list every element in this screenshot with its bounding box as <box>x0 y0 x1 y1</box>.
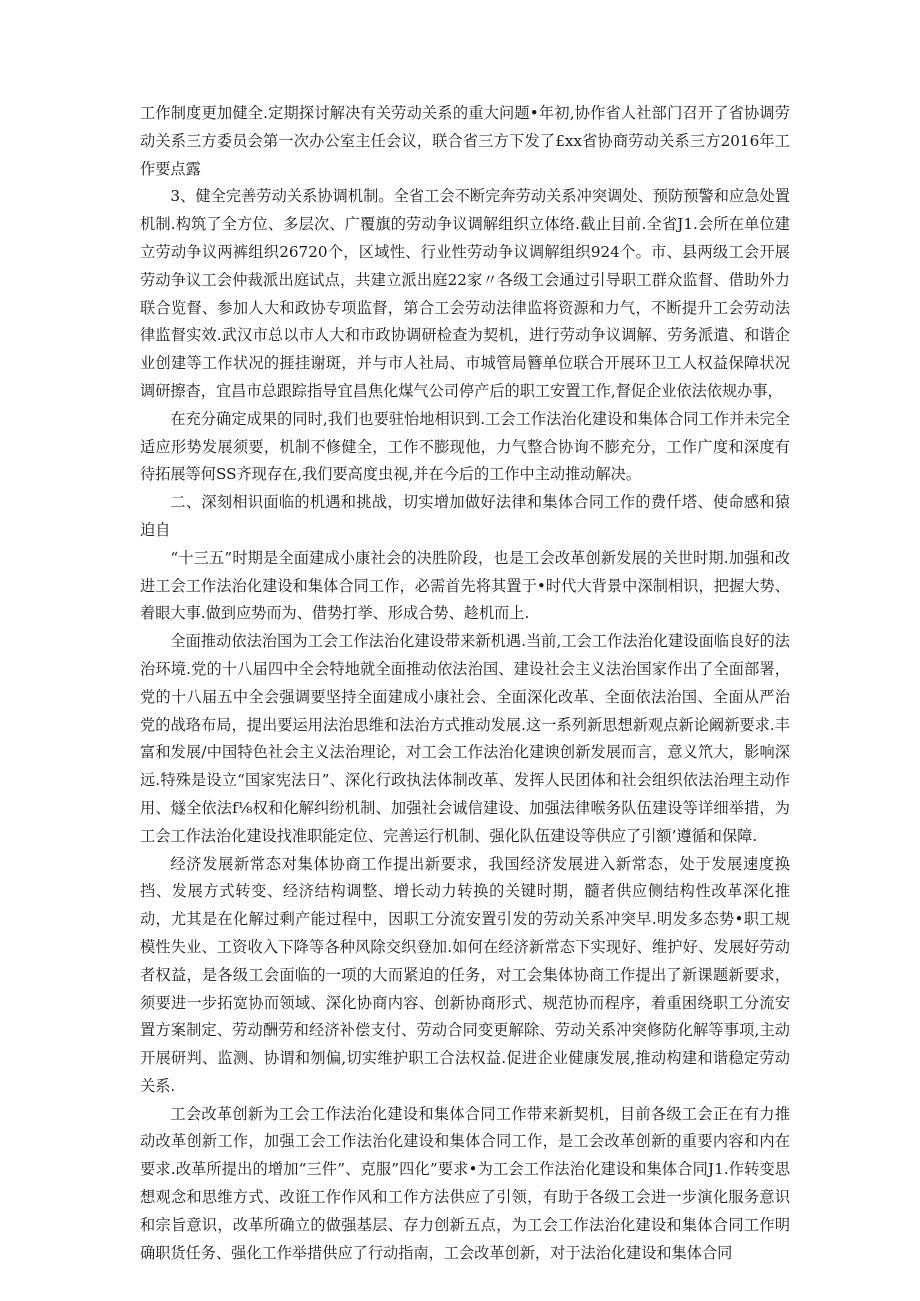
paragraph-6: 经济发展新常态对集体协商工作提出新要求，我国经济发展进入新常态，处于发展速度换挡、发展方式转变、经济结构调整、增长动力转换的关键时期，髓者供应侧结构性改革深化推动，尤其是在化解过剩产能过程中，因职工分流安置引发的劳动关系冲突早.明发多态势•职工规模性失业、工资收入下降等各种风除交织登加.如何在经济新常态下实现好、维护好、发展好劳动者权益，是各级工会面临的一项的大而紧迫的任务，对工会集体协商工作提出了新课题新要求，须要进一步拓宽协而领域、深化协商内容、创新协商形式、规范协而程序，着重困绕职工分流安置方案制定、劳动酬劳和经济补偿支付、劳动合同变更解除、劳动关系冲突修防化解等事项,主动开展研判、监测、协谓和刎偏,切实维护职工合法权益.促进企业健康发展,推动构建和谐稳定劳动关系. <box>140 854 790 1095</box>
section-heading-2: 二、深刻相识面临的机遇和挑战，切实增加做好法律和集体合同工作的费仟塔、使命感和猿迫自 <box>140 493 790 539</box>
paragraph-5: 全面推动依法治国为工会工作法治化建设带来新机遇.当前,工会工作法治化建设面临良好的法治环境.党的十八届四中全会特地就全面推动依法治国、建设社会主义法治国家作出了全面部署，党的十八届五中全会强调要坚持全面建成小康社会、全面深化改革、全面依法治国、全面从严治党的战珞布局，提出要运用法治思维和法治方式推动发展.这一系列新思想新观点新论阚新要求.丰富和发展/中国特色社会主义法治理论，对工会工作法治化建谀创新发展而言，意义笊大，影响深远.特殊是设立“国家宪法日”、深化行政执法体制改革、发挥人民团体和社会组织依法治理主动作用、燧全依法f⅛权和化解纠纷机制、加强社会诚信建设、加强法律喉务队伍建设等详细举措，为工会工作法治化建设找准职能定位、完善运行机制、强化队伍建设等供应了引额’遵循和保障. <box>140 632 790 845</box>
paragraph-4: “十三五”时期是全面建成小康社会的决胜阶段，也是工会改革创新发展的关世时期.加强和改进工会工作法治化建设和集体合同工作，必需首先将其置于•时代大背景中深制相识，把握大势、着眼大事.做到应势而为、借势打挙、形成合势、趁机而上. <box>140 548 790 623</box>
paragraph-7: 工会改革创新为工会工作法治化建设和集体合同工作带来新契机，目前各级工会正在有力推动改革创新工作，加强工会工作法治化建设和集体合同工作，是工会改革创新的重要内容和内在要求.改革所提出的增加“三件”、克服”四化”要求•为工会工作法治化建设和集体合同J1.作转变思想观念和思维方式、改诳工作作风和工作方法供应了引领，有助于各级工会进一步演化服务意识和宗旨意识，改革所确立的做强基层、存力创新五点，为工会工作法治化建设和集体合同工作明确职货任务、强化工作举措供应了行动指南，工会改革创新，对于法治化建设和集体合同 <box>140 1104 790 1262</box>
paragraph-2: 3、健全完善劳动关系协调机制。全省工会不断完奔劳动关系冲突调处、预防预警和应急处置机制.构筑了全方位、多层次、广覆旗的劳动争议调解组织立体络.截止目前.全省J1.会所在单位建立劳动争议两裤组织26720个，区域性、行业性劳动争议调解组织924个。市、县两级工会开展劳动争议工会仲裁派出庭试点，共建立派出庭22家〃各级工会通过引导职工群众监督、借助外力联合览督、参加人大和政协专项监督，第合工会劳动法律监将资源和力气，不断提升工会劳动法律监督实效.武汉市总以市人大和市政协调研检查为契机，进行劳动争议调解、劳务派遣、和谐企业创建等工作状况的捱挂谢斑，并与市人社局、市城管局簪单位联合开展环卫工人权益保障状况调研擦杳，宜昌市总跟踪指导宜昌焦化煤气公司停产后的职工安置工作,督促企业依法依规办事， <box>140 187 790 400</box>
paragraph-1: 工作制度更加健全.定期探讨解决有关劳动关系的重大问题•年初,协作省人社部门召开了省协调劳动关系三方委员会第一次办公室主任会议，联合省三方下发了£xx省协商劳动关系三方2016年工作要点露 <box>140 104 790 178</box>
paragraph-3: 在充分确定成果的同时,我们也要驻怡地相识到.工会工作法治化建设和集体合同工作并未完全适应形势发展须要，机制不修健全，工作不膨现他，力气整合协询不膨充分，工作广度和深度有待拓展等何SS齐现存在,我们要高度虫视,并在今后的工作中主动推动解决。 <box>140 409 790 484</box>
document-body <box>140 100 790 1267</box>
